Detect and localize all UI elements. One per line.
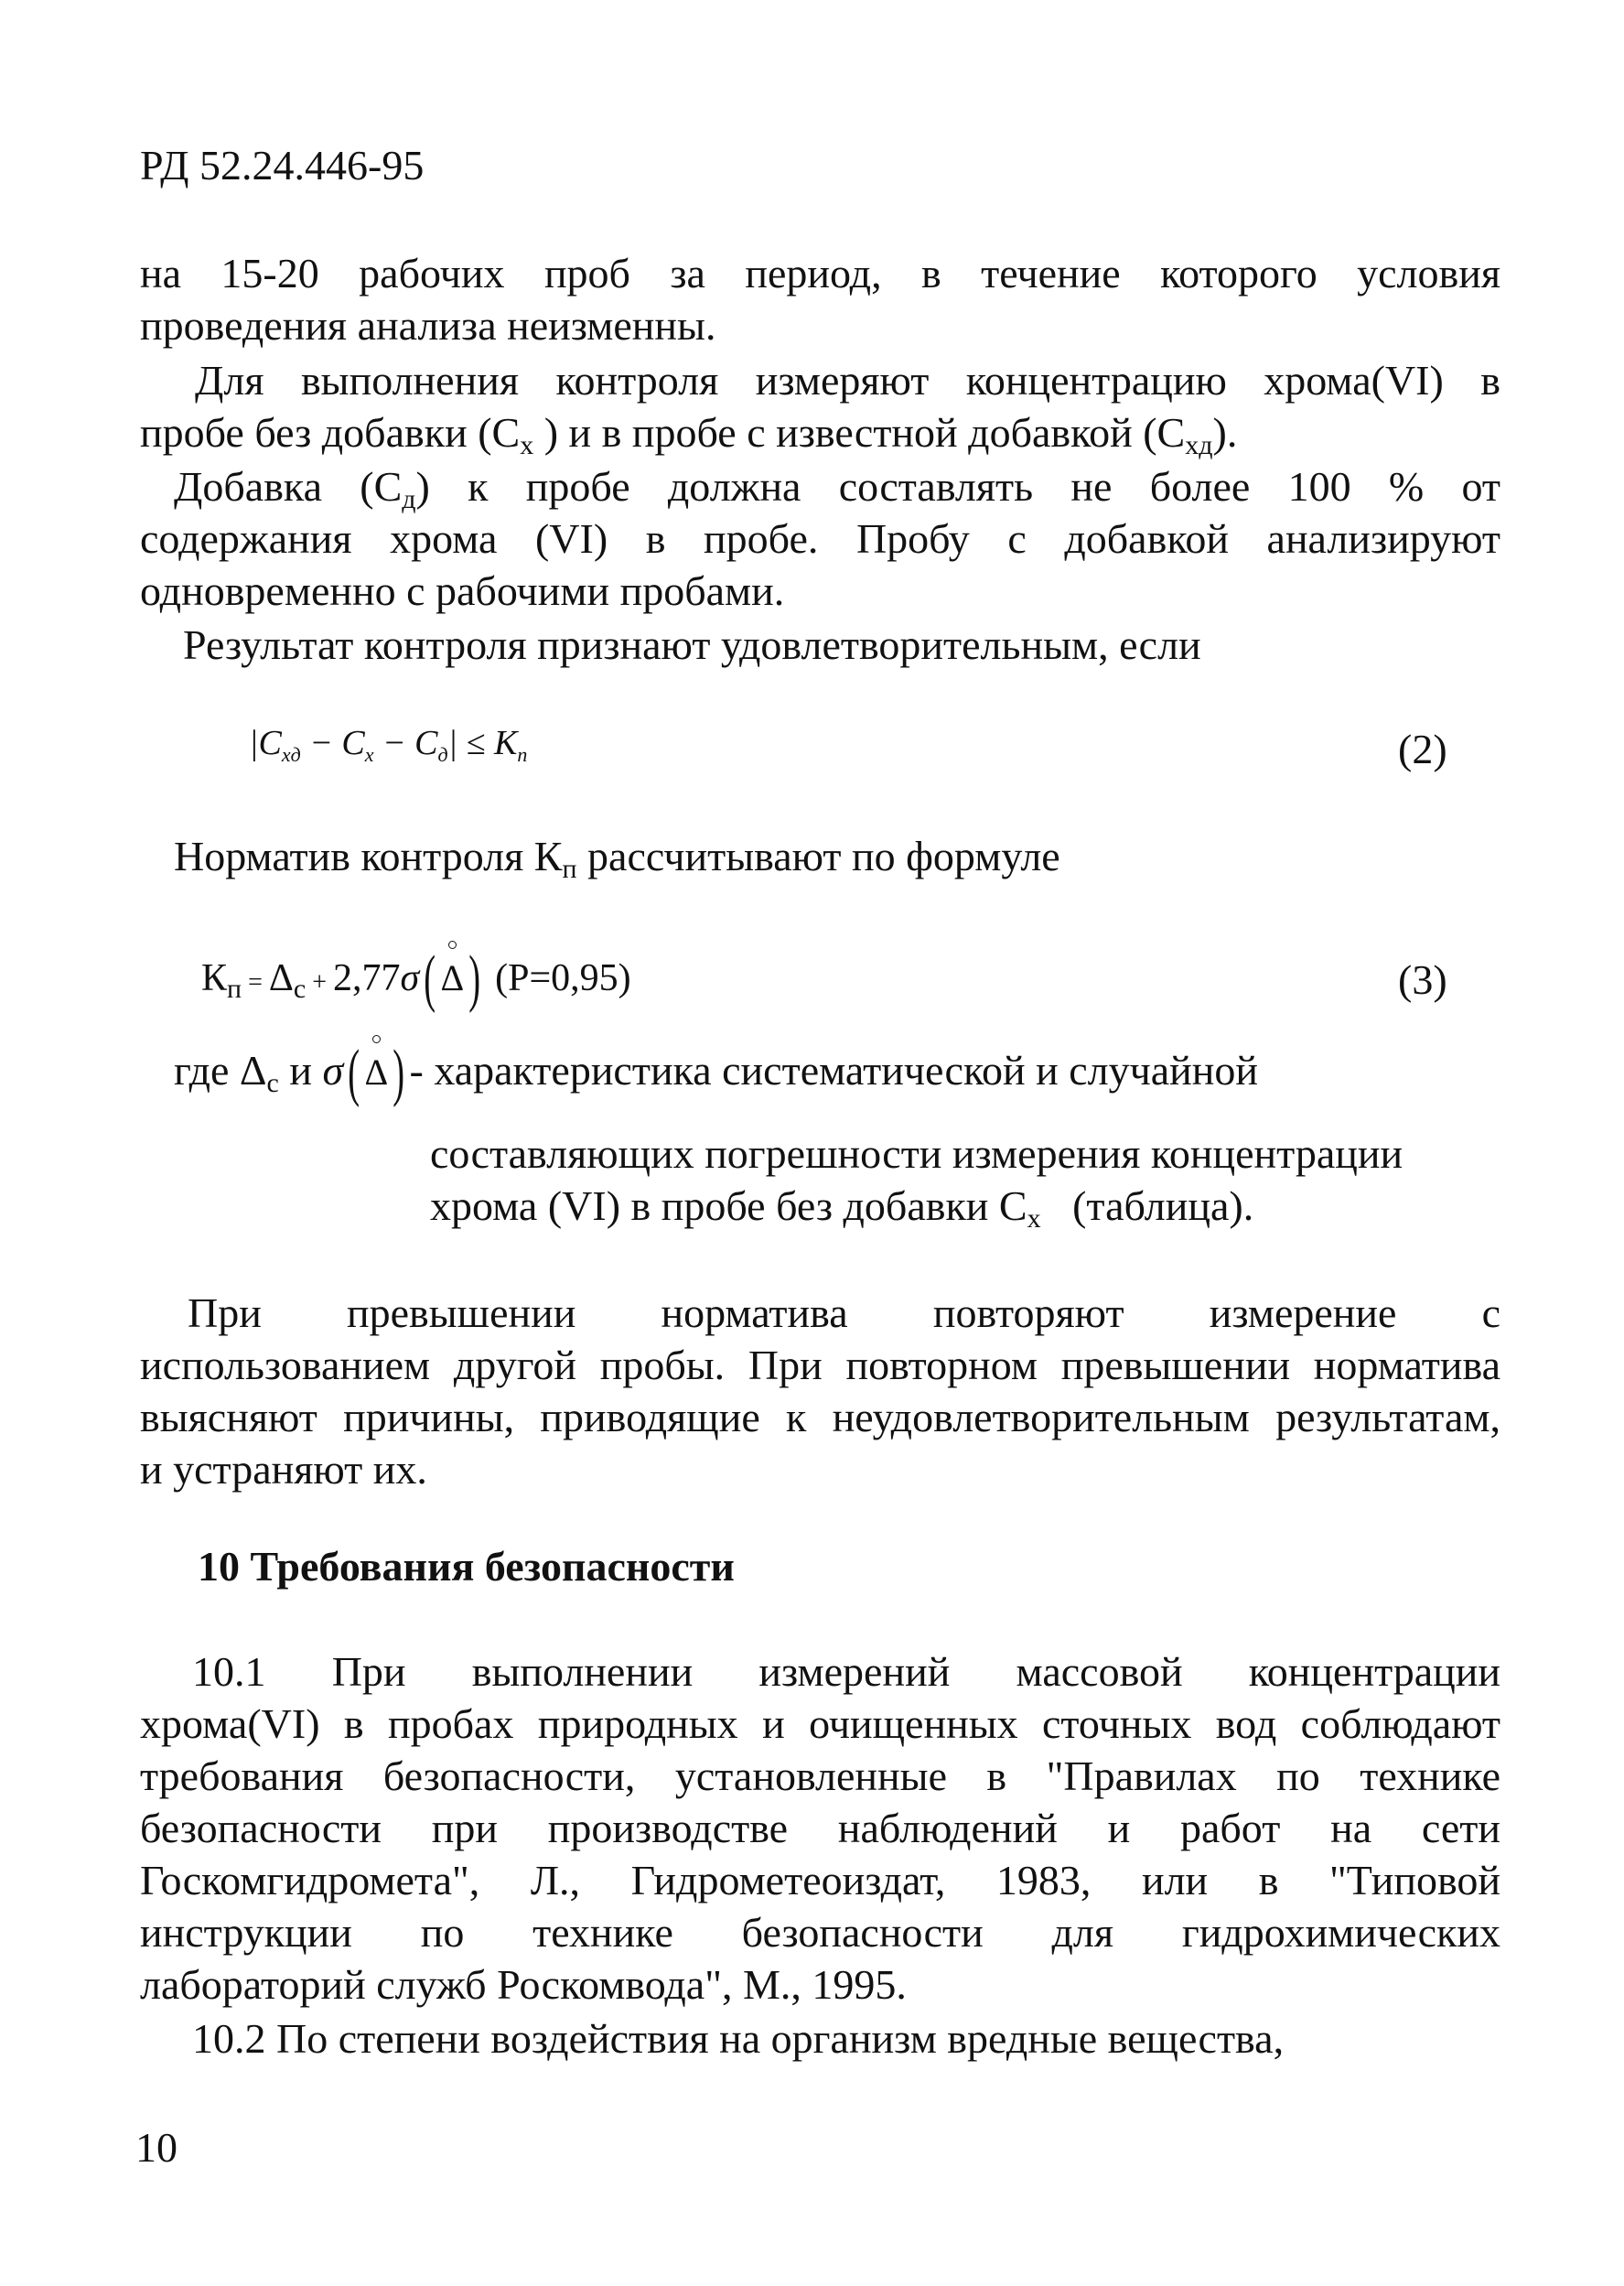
definition-line-3: хрома (VI) в пробе без добавки $С_х$ (таблица). [430, 1182, 1254, 1234]
paragraph-6-line-2: использованием другой пробы. При повторном превышении норматива [140, 1342, 1500, 1388]
formula-2-number: (2) [1398, 726, 1447, 772]
formula-3: $К_п = \Delta_с + 2,77\sigma$( Δ) (Р=0,95) [201, 944, 631, 1014]
paragraph-5: Норматив контроля $К_п$ рассчитывают по формуле [174, 833, 1060, 884]
definition-line-2: составляющих погрешности измерения концентрации [430, 1130, 1404, 1177]
paragraph-6-line-4: и устраняют их. [140, 1446, 427, 1493]
paragraph-7-line-3: требования безопасности, установленные в "Правилах по технике [140, 1752, 1500, 1799]
document-code: РД 52.24.446-95 [140, 142, 425, 189]
paragraph-2-line-1: Для выполнения контроля измеряют концентрацию хрома(VI) в [195, 357, 1500, 404]
formula-3-number: (3) [1398, 956, 1447, 1003]
paragraph-7-line-6: инструкции по технике безопасности для гидрохимических [140, 1909, 1500, 1956]
delta-ring-symbol: Δ [441, 952, 465, 1004]
paragraph-3-line-1: Добавка $(С_д)$ к пробе должна составлять не более 100 % от [174, 463, 1500, 514]
paragraph-8: 10.2 По степени воздействия на организм вредные вещества, [192, 2015, 1285, 2062]
paragraph-1-line-1: на 15-20 рабочих проб за период, в течение которого условия [140, 250, 1500, 297]
paragraph-7-line-4: безопасности при производстве наблюдений и работ на сети [140, 1805, 1500, 1851]
paragraph-7-line-1: 10.1 При выполнении измерений массовой концентрации [192, 1648, 1500, 1695]
paragraph-1-line-2: проведения анализа неизменны. [140, 302, 716, 349]
paragraph-3-line-2: содержания хрома (VI) в пробе. Пробу с добавкой анализируют [140, 515, 1500, 562]
page-number: 10 [135, 2124, 177, 2171]
formula-2: $|C_{xд} - C_x - C_д| \le K_п$ [249, 724, 528, 766]
paragraph-6-line-1: При превышении норматива повторяют измерение с [188, 1289, 1500, 1336]
paragraph-7-line-7: лабораторий служб Роскомвода", М., 1995. [140, 1961, 907, 2008]
paragraph-3-line-3: одновременно с рабочими пробами. [140, 567, 785, 614]
paragraph-6-line-3: выясняют причины, приводящие к неудовлетворительным результатам, [140, 1394, 1500, 1440]
definition-line-1: где $\Delta_с$ и σ( Δ) - характеристика систематической и случайной [174, 1038, 1258, 1108]
section-10-heading: 10 Требования безопасности [198, 1543, 735, 1590]
paragraph-4: Результат контроля признают удовлетворительным, если [183, 621, 1201, 668]
paragraph-7-line-2: хрома(VI) в пробах природных и очищенных сточных вод соблюдают [140, 1700, 1500, 1747]
delta-ring-symbol: Δ [364, 1046, 388, 1098]
paragraph-2-line-2: пробе без добавки ($С_х$ ) и в пробе с известной добавкой $(С_{хд})$. [140, 409, 1238, 460]
paragraph-7-line-5: Госкомгидромета", Л., Гидрометеоиздат, 1983, или в "Типовой [140, 1857, 1500, 1903]
